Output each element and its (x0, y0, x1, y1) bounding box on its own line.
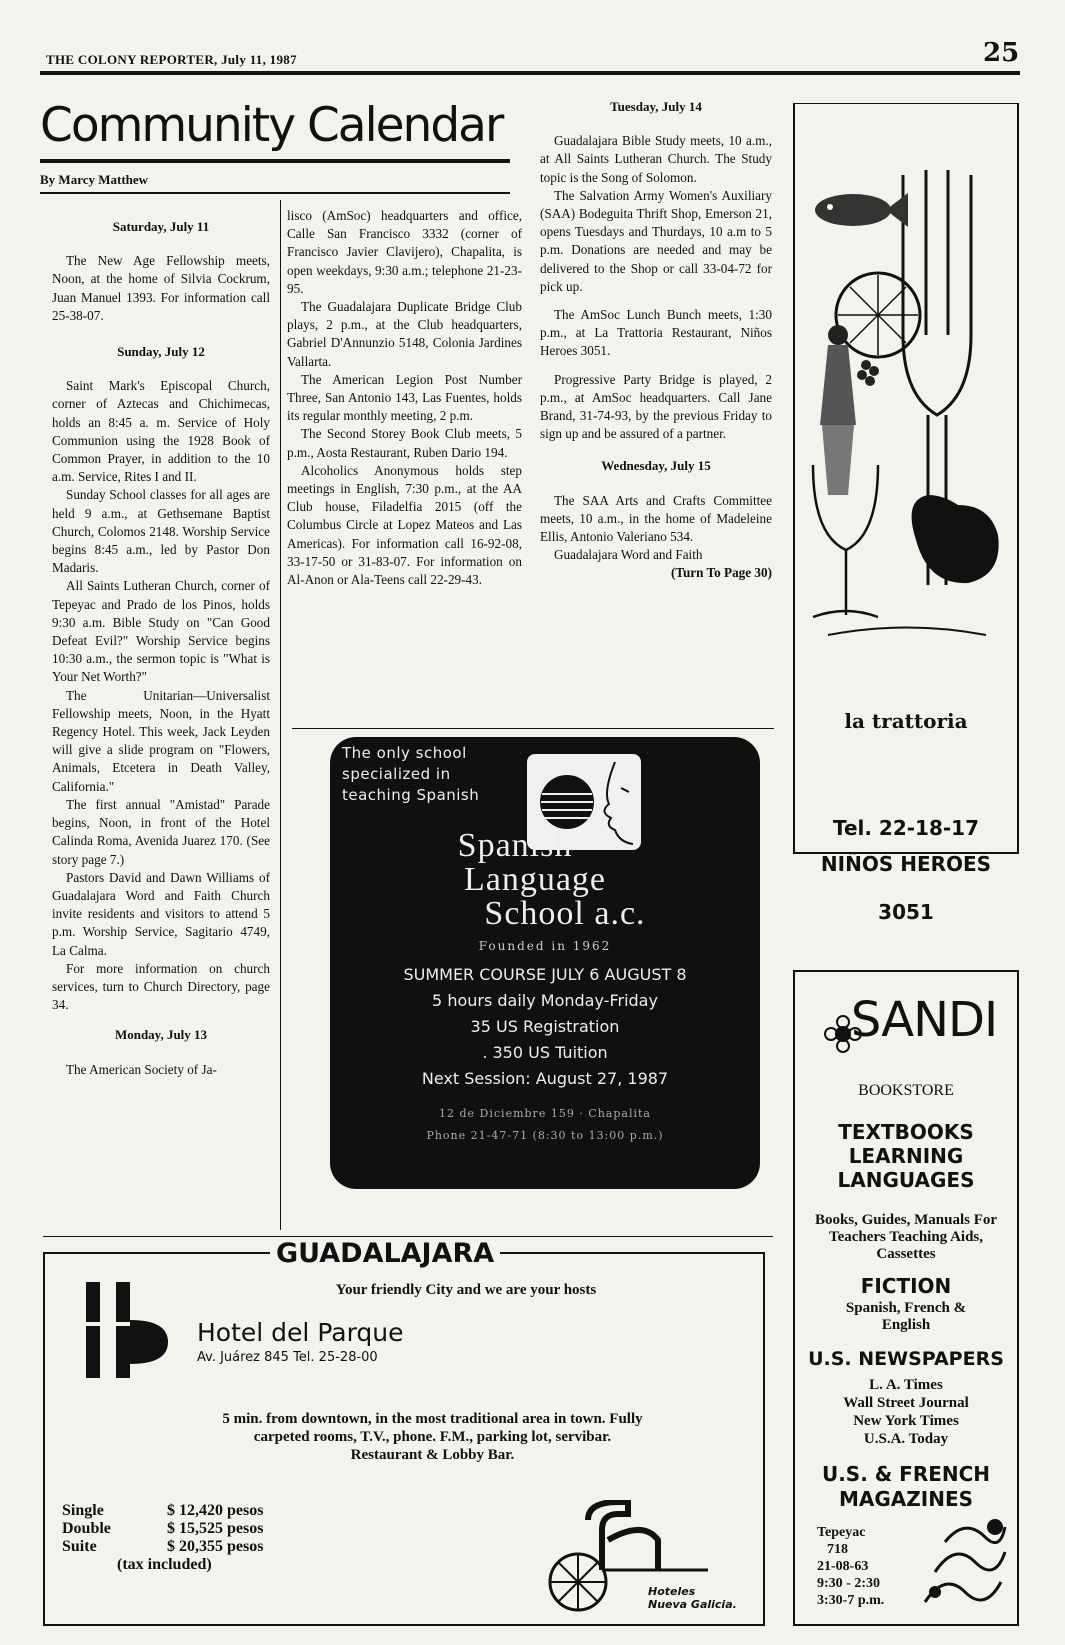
sandi-name: SANDI (850, 992, 998, 1048)
school-tuition: . 350 US Tuition (482, 1043, 608, 1062)
page-number: 25 (983, 38, 1020, 68)
school-hours: 5 hours daily Monday-Friday (432, 991, 658, 1010)
sandi-magazines: U.S. & FRENCH (821, 1462, 991, 1486)
school-next-session: Next Session: August 27, 1987 (421, 1069, 669, 1088)
event-item: Guadalajara Bible Study meets, 10 a.m., at All Saints Lutheran Church. The Study topic is the Song of Solomon. (540, 133, 772, 185)
school-name-line: Language (463, 861, 607, 898)
day-heading-wednesday: Wednesday, July 15 (601, 458, 711, 474)
continued-note: (Turn To Page 30) (670, 565, 772, 581)
sandi-line: LANGUAGES (837, 1168, 975, 1192)
event-item: The American Society of Ja- (66, 1061, 217, 1077)
rate-row: Single $ 12,420 pesos (62, 1502, 264, 1519)
event-item: The Second Storey Book Club meets, 5 p.m., Aosta Restaurant, Ruben Dario 194. (287, 426, 522, 460)
sandi-fiction: FICTION (860, 1274, 952, 1298)
grapes-icon (857, 360, 879, 386)
trattoria-number: 3051 (878, 900, 934, 924)
calendar-column-1 (52, 210, 270, 1079)
school-registration: 35 US Registration (470, 1017, 620, 1036)
sandi-magazines: MAGAZINES (838, 1487, 974, 1511)
sandi-newspapers: U.S. NEWSPAPERS (808, 1348, 1004, 1370)
fork-illustration (808, 125, 1006, 685)
tax-note: (tax included) (117, 1556, 212, 1573)
masthead-rule (40, 71, 1020, 75)
sandi-line: TEXTBOOKS (838, 1120, 974, 1144)
sandi-hours: 3:30-7 p.m. (817, 1593, 885, 1608)
ornament-icon (915, 1512, 1011, 1612)
sandi-hours: 9:30 - 2:30 (817, 1576, 880, 1591)
event-item: The AmSoc Lunch Bunch meets, 1:30 p.m., at La Trattoria Restaurant, Niños Heroes 3051. (540, 307, 772, 359)
calendar-column-2 (287, 207, 522, 589)
school-tagline: teaching Spanish (342, 786, 480, 804)
fish-icon (815, 193, 908, 227)
list-item: Wall Street Journal (843, 1395, 969, 1411)
event-item: lisco (AmSoc) headquarters and office, Calle San Francisco 3332 (corner of Francisco Javier Clavijero), Chapalita, is open weekdays, 9:30 a.m.; telephone 21-23-95. (287, 208, 522, 296)
hotel-slogan: Your friendly City and we are your hosts (335, 1282, 597, 1298)
event-item: Pastors David and Dawn Williams of Guadalajara Word and Faith Church invite residents and visitors to attend 5 p.m. Worship Service, Sagitario 4749, La Calma. (52, 869, 270, 958)
event-item: All Saints Lutheran Church, corner of Tepeyac and Prado de los Pinos, holds 9:30 a.m. Bible Study on "Can Good Defeat Evil?" Worship Service begins 10:30 a.m., the sermon topic is "What is Your Net Worth?" (52, 578, 270, 685)
trattoria-phone: Tel. 22-18-17 (832, 816, 980, 840)
day-heading-sunday: Sunday, July 12 (117, 344, 205, 360)
event-item: Progressive Party Bridge is played, 2 p.m., at AmSoc headquarters. Call Jane Brand, 31-74-93, by the previous Friday to sign up and be assured of a partner. (540, 371, 772, 442)
day-heading-tuesday: Tuesday, July 14 (610, 99, 702, 114)
byline-rule (40, 192, 510, 194)
hotel-name: Hotel del Parque (197, 1318, 404, 1347)
calendar-column-3 (540, 96, 772, 583)
event-item: Guadalajara Word and Faith (554, 547, 703, 563)
sandi-address: Tepeyac (817, 1525, 866, 1540)
sandi-phone: 21-08-63 (817, 1559, 869, 1574)
list-item: U.S.A. Today (863, 1431, 949, 1447)
section-rule (292, 728, 774, 729)
sandi-bookstore-ad (793, 970, 1019, 1626)
pear-icon (912, 495, 999, 583)
event-item: The American Legion Post Number Three, San Antonio 143, Las Fuentes, holds its regular monthly meeting, 2 p.m. (287, 371, 522, 424)
event-item: The Guadalajara Duplicate Bridge Club plays, 2 p.m., at the Club headquarters, Gabriel D'Annunzio 5148, Colonia Jardines Vallarta. (287, 299, 522, 369)
sandi-contact (817, 1524, 884, 1609)
event-item: The New Age Fellowship meets, Noon, at the home of Silvia Cockrum, Juan Manuel 1393. For information call 25-38-07. (52, 253, 270, 323)
waitress-figure-icon (820, 325, 856, 495)
sandi-newspaper-list (795, 1376, 1017, 1448)
sandi-address: 718 (827, 1542, 848, 1557)
hotel-ad-city: GUADALAJARA (270, 1238, 500, 1269)
spanish-school-ad (330, 737, 760, 1189)
school-name-line: Spanish (457, 827, 573, 864)
school-phone: Phone 21-47-71 (8:30 to 13:00 p.m.) (426, 1129, 664, 1142)
hotel-rates (62, 1502, 263, 1574)
school-tagline: The only school (342, 744, 467, 762)
event-item: For more information on church services, turn to Church Directory, page 34. (52, 960, 270, 1013)
sandi-books: Books, Guides, Manuals For Teachers Teaching Aids, Cassettes (814, 1212, 998, 1262)
hotel-logo-icon (78, 1280, 173, 1380)
school-tagline: specialized in (342, 765, 451, 783)
section-rule (43, 1236, 773, 1237)
hotel-description: 5 min. from downtown, in the most traditional area in town. Fully carpeted rooms, T.V., phone. F.M., parking lot, servibar. Restaurant & Lobby Bar. (222, 1411, 643, 1463)
event-item: Saint Mark's Episcopal Church, corner of Aztecas and Chichimecas, holds an 8:45 a. m. Service of Holy Communion using the 1928 Book of Common Prayer, in addition to the 10 a.m. Service, Rites I and II. (52, 378, 270, 485)
byline: By Marcy Matthew (40, 172, 149, 187)
event-item: Alcoholics Anonymous holds step meetings in English, 7:30 p.m., at the AA Club house, Filadelfia 2015 (off the Columbus Circle at Lopez Mateos and Las Americas). For information call 16-92-08, 33-17-50 or 31-83-07. For information on Al-Anon or Ala-Teens call 22-29-43. (287, 462, 522, 588)
school-summer-course: SUMMER COURSE JULY 6 AUGUST 8 (403, 965, 687, 984)
sandi-fiction-sub: Spanish, French & English (845, 1300, 967, 1333)
event-item: The SAA Arts and Crafts Committee meets, 10 a.m., in the home of Madeleine Ellis, Antonio Valeriano 534. (540, 492, 772, 545)
school-founded: Founded in 1962 (478, 939, 612, 953)
list-item: L. A. Times (869, 1377, 943, 1393)
sandi-subtitle: BOOKSTORE (858, 1082, 954, 1099)
school-name-line: School a.c. (484, 895, 646, 932)
event-item: The first annual "Amistad" Parade begins, Noon, in front of the Hotel Calinda Roma, Avenida Juarez 170. (See story page 7.) (52, 796, 270, 867)
sandi-line: LEARNING (848, 1144, 964, 1168)
day-heading-saturday: Saturday, July 11 (112, 219, 210, 234)
event-item: Sunday School classes for all ages are held 9 a.m., at Gethsemane Baptist Church, Colomos 2148. Worship Service begins 8:45 a.m., led by Pastor Don Madaris. (52, 487, 270, 576)
hotel-address: Av. Juárez 845 Tel. 25-28-00 (197, 1350, 378, 1365)
hotel-chain-name: Hoteles Nueva Galicia. (648, 1585, 737, 1611)
column-divider (280, 200, 281, 1230)
rate-row: Suite $ 20,355 pesos (62, 1538, 264, 1555)
rate-row: Double $ 15,525 pesos (62, 1520, 264, 1537)
trattoria-street: NIÑOS HEROES (820, 852, 992, 876)
day-heading-monday: Monday, July 13 (114, 1027, 208, 1043)
event-item: The Salvation Army Women's Auxiliary (SAA) Bodeguita Thrift Shop, Emerson 21, opens Tuesdays and Thurdays, 10 a.m to 5 p.m. Donations are needed and may be delivered to the Shop or call 33-04-72 for pick up. (540, 187, 772, 294)
list-item: New York Times (853, 1413, 959, 1429)
trattoria-name: la trattoria (844, 709, 968, 733)
school-address: 12 de Diciembre 159 · Chapalita (439, 1107, 651, 1120)
event-item: The Unitarian—Universalist Fellowship meets, Noon, in the Hyatt Regency Hotel. This week, Jack Leyden will give a slide program on "Flowers, Animals, Etcetera in Death Valley, California." (52, 687, 270, 794)
title-rule (40, 159, 510, 163)
page-title: Community Calendar (40, 98, 503, 153)
masthead: THE COLONY REPORTER, July 11, 1987 (46, 52, 297, 67)
